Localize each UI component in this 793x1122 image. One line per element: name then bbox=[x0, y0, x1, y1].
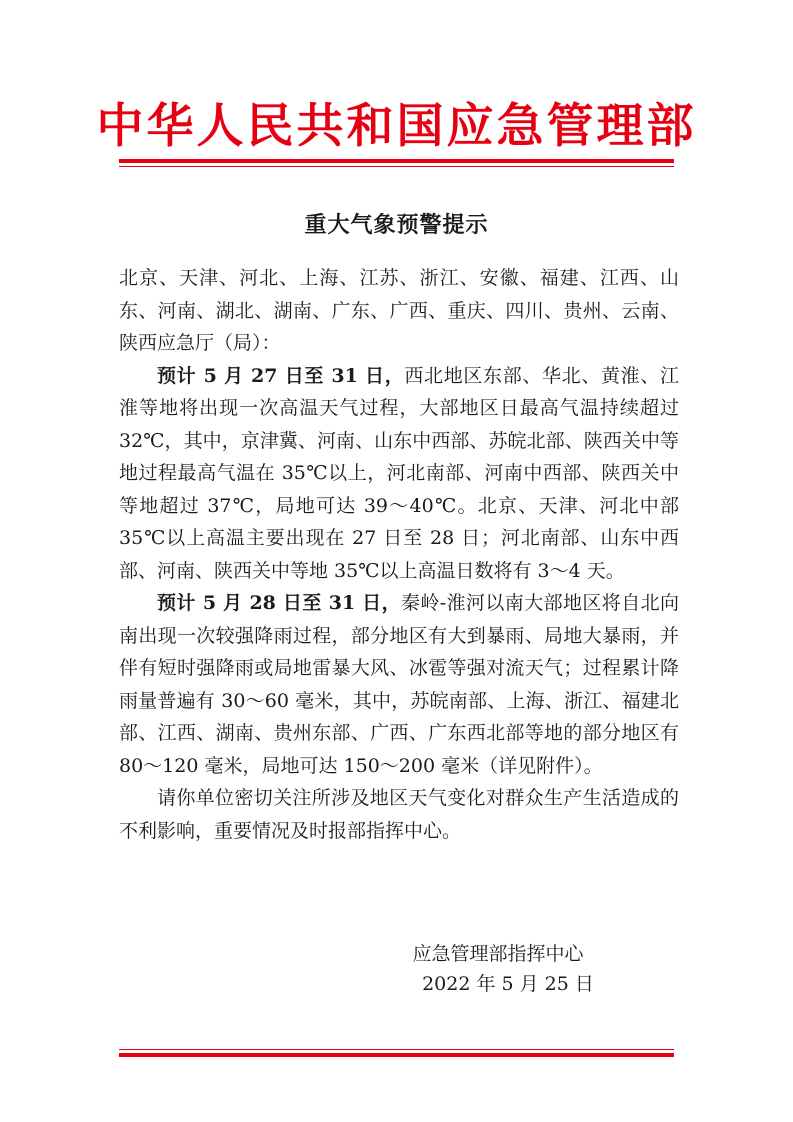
recipients-line: 北京、天津、河北、上海、江苏、浙江、安徽、福建、江西、山东、河南、湖北、湖南、广东、广西、重庆、四川、贵州、云南、陕西应急厅（局）： bbox=[119, 267, 679, 354]
footer-rule-thin bbox=[119, 1049, 674, 1050]
signature-organization: 应急管理部指挥中心 bbox=[412, 943, 584, 965]
paragraph-heat-lead: 预计 5 月 27 日至 31 日， bbox=[157, 364, 405, 387]
footer-rule-thick bbox=[119, 1053, 674, 1057]
paragraph-closing: 请你单位密切关注所涉及地区天气变化对群众生产生活造成的不利影响，重要情况及时报部指挥中心。 bbox=[119, 787, 679, 842]
paragraph-rain bbox=[119, 587, 679, 782]
document-title: 重大气象预警提示 bbox=[304, 212, 489, 238]
header-rule-thin bbox=[119, 166, 674, 167]
paragraph-heat bbox=[119, 360, 679, 588]
paragraph-rain-text: 秦岭-淮河以南大部地区将自北向南出现一次较强降雨过程，部分地区有大到暴雨、局地大暴雨，并伴有短时强降雨或局地雷暴大风、冰雹等强对流天气；过程累计降雨量普遍有 30～60 毫米，其中，苏皖南部、上海、浙江、福建北部、江西、湖南、贵州东部、广西、广东西北部等地的部分地区有 80～120 毫米，局地可达 150～200 毫米（详见附件）。 bbox=[119, 592, 679, 777]
document-body bbox=[119, 262, 679, 847]
signature-date: 2022 年 5 月 25 日 bbox=[422, 973, 594, 995]
agency-header: 中华人民共和国应急管理部 bbox=[96, 99, 697, 154]
header-rule-thick bbox=[119, 159, 674, 163]
paragraph-heat-text: 西北地区东部、华北、黄淮、江淮等地将出现一次高温天气过程，大部地区日最高气温持续超过 32℃，其中，京津冀、河南、山东中西部、苏皖北部、陕西关中等地过程最高气温在 35℃以上，河北南部、河南中西部、陕西关中等地超过 37℃，局地可达 39～40℃。北京、天津、河北中部 35℃以上高温主要出现在 27 日至 28 日；河北南部、山东中西部、河南、陕西关中等地 35℃以上高温日数将有 3～4 天。 bbox=[119, 364, 679, 582]
paragraph-rain-lead: 预计 5 月 28 日至 31 日， bbox=[157, 592, 401, 614]
